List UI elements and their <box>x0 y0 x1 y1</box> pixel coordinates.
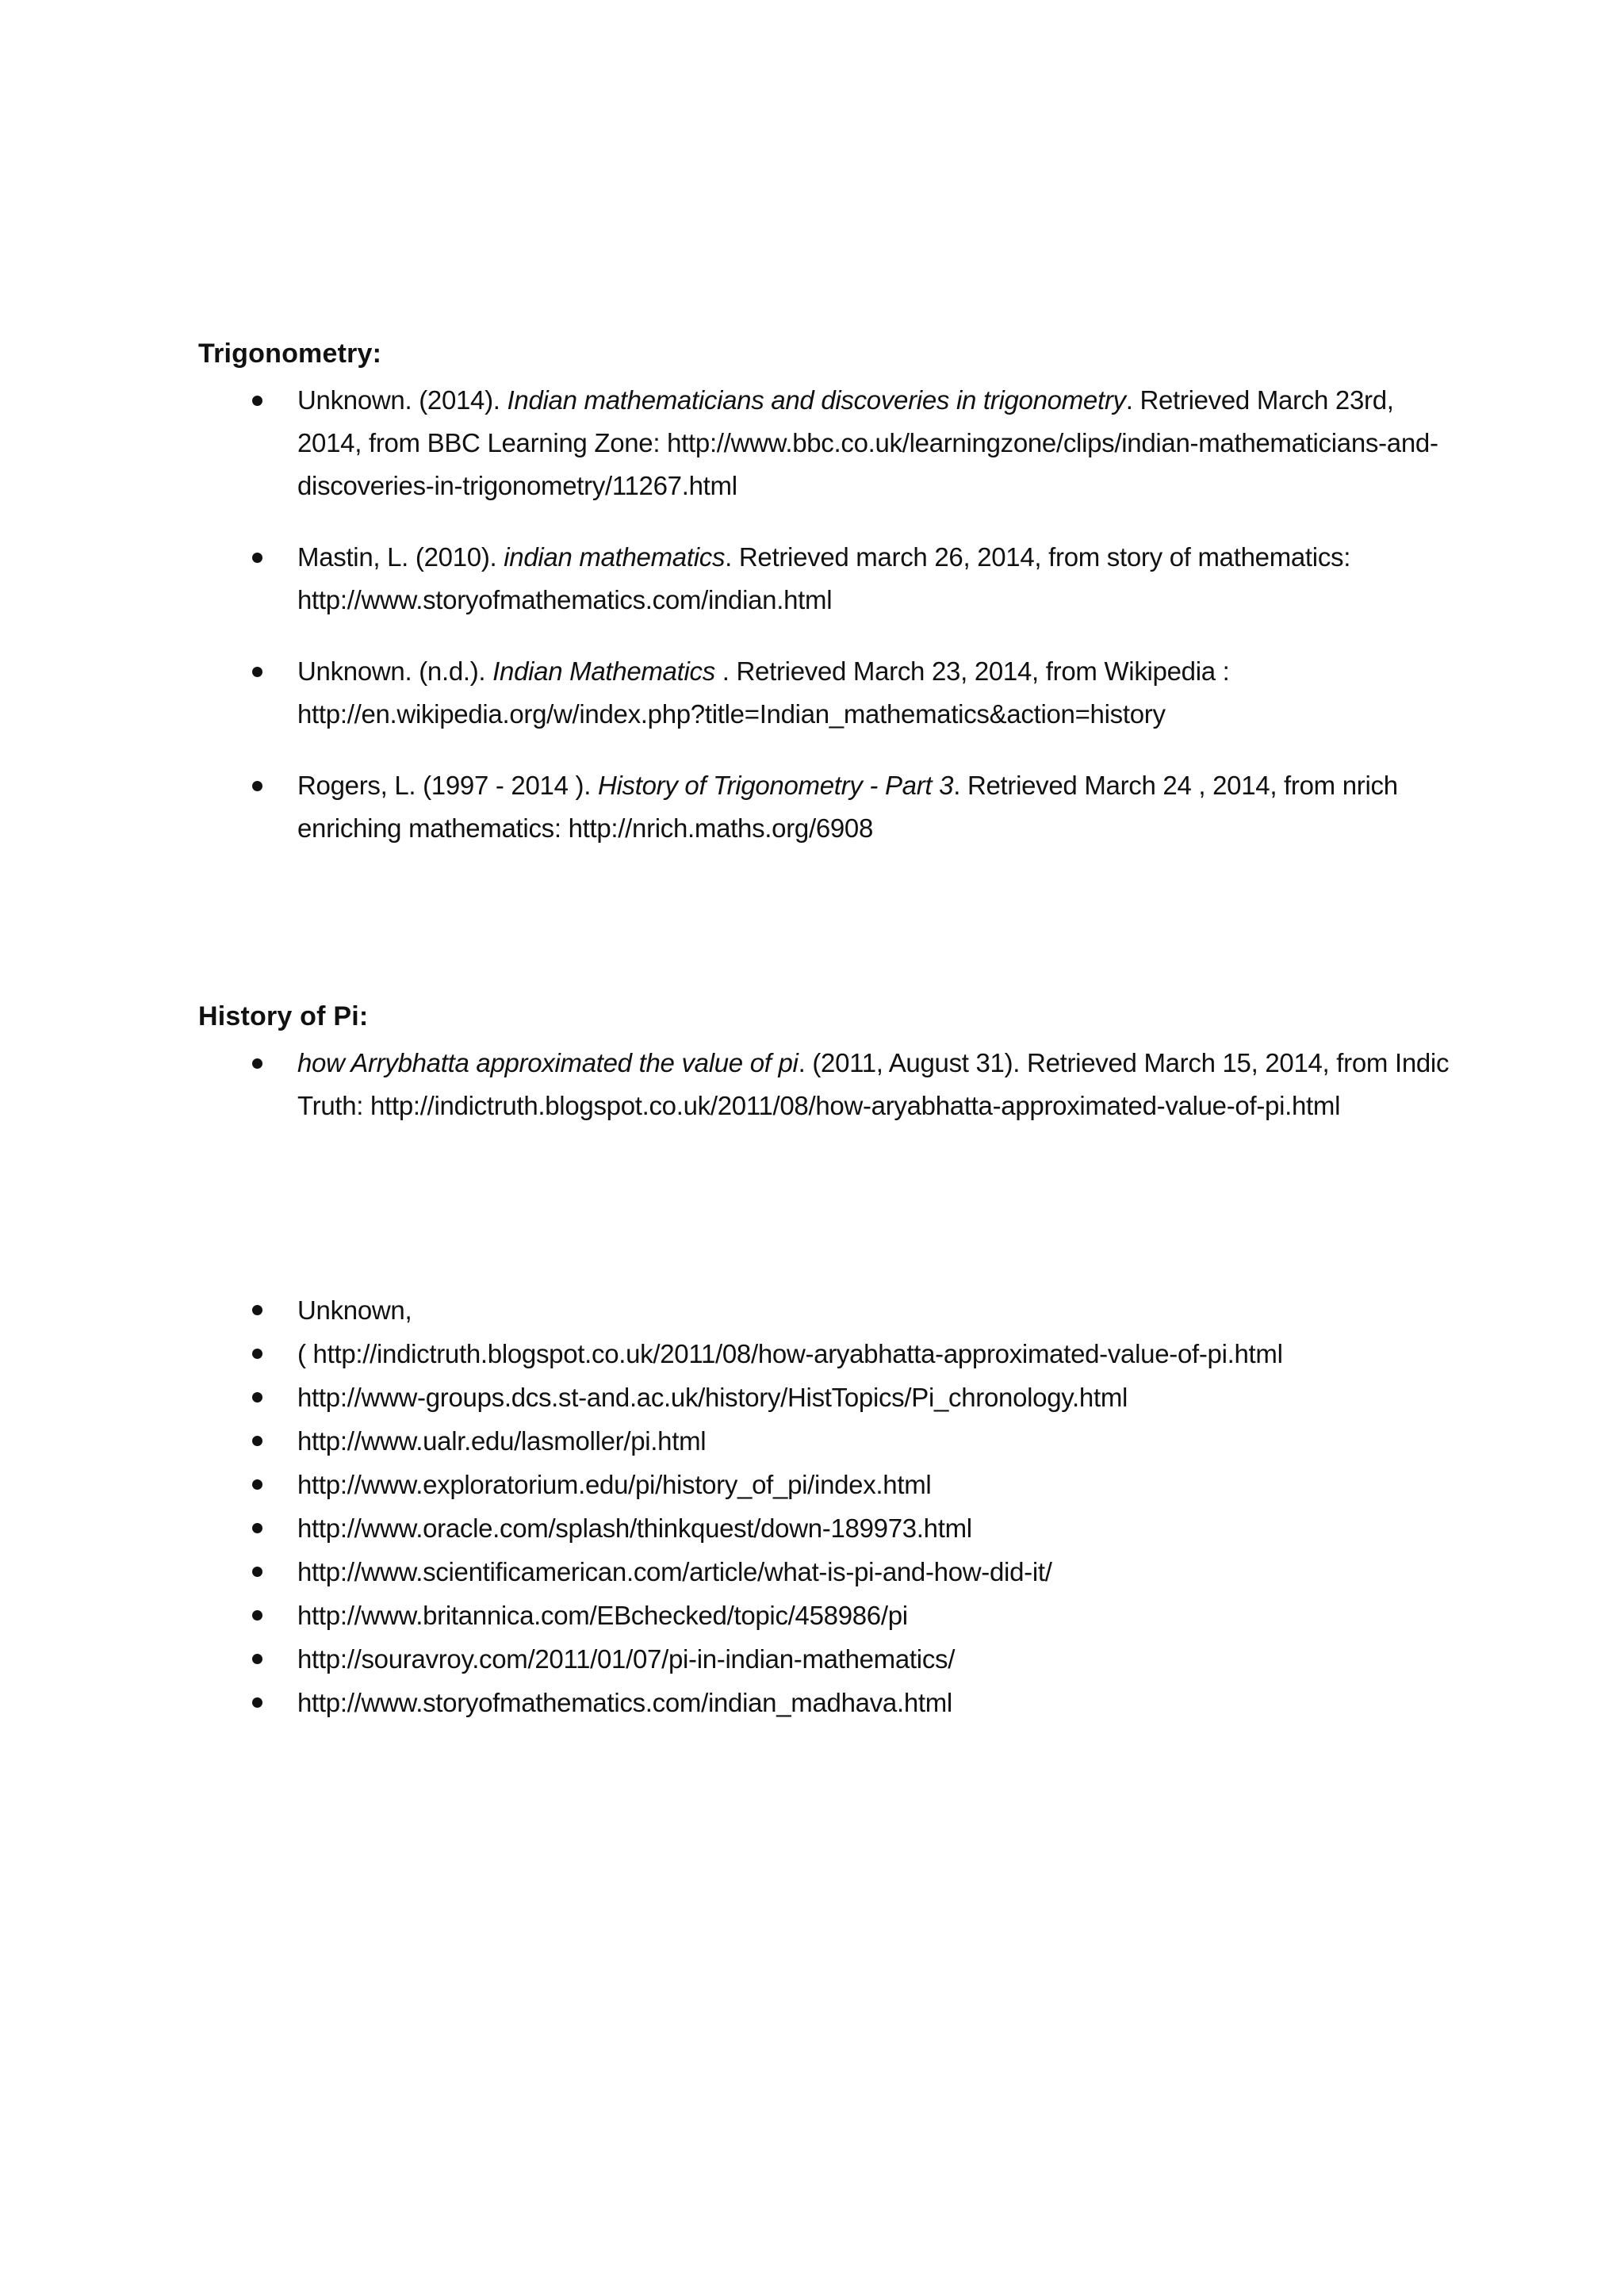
reference-item <box>198 650 1451 736</box>
bullet-icon <box>252 1523 262 1533</box>
reference-item <box>198 536 1451 622</box>
bullet-icon <box>252 1392 262 1402</box>
link-text: Unknown, <box>297 1295 412 1325</box>
bullet-icon <box>252 1058 262 1069</box>
bullet-icon <box>252 1567 262 1577</box>
bullet-icon <box>252 1305 262 1315</box>
reference-author: Unknown. (n.d.). <box>297 656 493 686</box>
list-item <box>198 1594 1451 1637</box>
link-text: http://www.scientificamerican.com/article/what-is-pi-and-how-did-it/ <box>297 1557 1052 1586</box>
reference-source: . Retrieved march 26, 2014, from story of mathematics: http://www.storyofmathematics.com/indian.html <box>297 542 1351 614</box>
bullet-icon <box>252 667 262 677</box>
link-text: http://www.britannica.com/EBchecked/topic/458986/pi <box>297 1601 908 1630</box>
list-item <box>198 1332 1451 1376</box>
reference-item <box>198 1042 1451 1127</box>
reference-title: Indian mathematicians and discoveries in trigonometry <box>507 385 1126 415</box>
bullet-icon <box>252 1610 262 1621</box>
list-item <box>198 1681 1451 1724</box>
reference-item <box>198 764 1451 850</box>
reference-title: indian mathematics <box>504 542 726 572</box>
link-text: ( http://indictruth.blogspot.co.uk/2011/08/how-aryabhatta-approximated-value-of-pi.html <box>297 1339 1283 1368</box>
reference-source: . Retrieved March 23, 2014, from Wikipedia : http://en.wikipedia.org/w/index.php?title=Indian_mathematics&action=history <box>297 656 1230 729</box>
list-item <box>198 1637 1451 1681</box>
link-text: http://www.storyofmathematics.com/indian_madhava.html <box>297 1688 952 1717</box>
bullet-icon <box>252 781 262 791</box>
link-text: http://www.ualr.edu/lasmoller/pi.html <box>297 1426 707 1456</box>
bullet-icon <box>252 1349 262 1359</box>
bullet-icon <box>252 1479 262 1490</box>
section-title-history-of-pi: History of Pi: <box>198 1001 369 1031</box>
reference-list-trigonometry <box>198 379 1451 850</box>
link-text: http://www-groups.dcs.st-and.ac.uk/history/HistTopics/Pi_chronology.html <box>297 1383 1128 1412</box>
bullet-icon <box>252 1697 262 1708</box>
reference-title: how Arrybhatta approximated the value of pi <box>297 1048 799 1077</box>
reference-title: Indian Mathematics <box>492 656 715 686</box>
link-text: http://souravroy.com/2011/01/07/pi-in-indian-mathematics/ <box>297 1644 956 1674</box>
link-text: http://www.exploratorium.edu/pi/history_of_pi/index.html <box>297 1470 932 1499</box>
section-title-trigonometry: Trigonometry: <box>198 339 382 369</box>
list-item <box>198 1376 1451 1419</box>
bullet-icon <box>252 396 262 406</box>
reference-source: . Retrieved March 24 , 2014, from nrich enriching mathematics: http://nrich.maths.org/6908 <box>297 771 1398 843</box>
reference-title: History of Trigonometry - Part 3 <box>597 771 954 800</box>
reference-list-history-of-pi <box>198 1042 1451 1127</box>
bullet-icon <box>252 553 262 563</box>
list-item <box>198 1463 1451 1506</box>
list-item <box>198 1288 1451 1332</box>
reference-author: Mastin, L. (2010). <box>297 542 504 572</box>
reference-source: . (2011, August 31). Retrieved March 15, 2014, from Indic Truth: http://indictruth.blogspot.co.uk/2011/08/how-aryabhatta-approximated-value-of-pi.html <box>297 1048 1450 1120</box>
link-list-history-of-pi <box>198 1288 1451 1724</box>
reference-author: Rogers, L. (1997 - 2014 ). <box>297 771 598 800</box>
bullet-icon <box>252 1436 262 1446</box>
reference-item <box>198 379 1451 507</box>
list-item <box>198 1550 1451 1594</box>
link-text: http://www.oracle.com/splash/thinkquest/down-189973.html <box>297 1513 972 1543</box>
bullet-icon <box>252 1654 262 1664</box>
list-item <box>198 1506 1451 1550</box>
list-item <box>198 1419 1451 1463</box>
reference-source: . Retrieved March 23rd, 2014, from BBC Learning Zone: http://www.bbc.co.uk/learningzone/clips/indian-mathematicians-and-discoveries-in-trigonometry/11267.html <box>297 385 1438 500</box>
reference-author: Unknown. (2014). <box>297 385 508 415</box>
